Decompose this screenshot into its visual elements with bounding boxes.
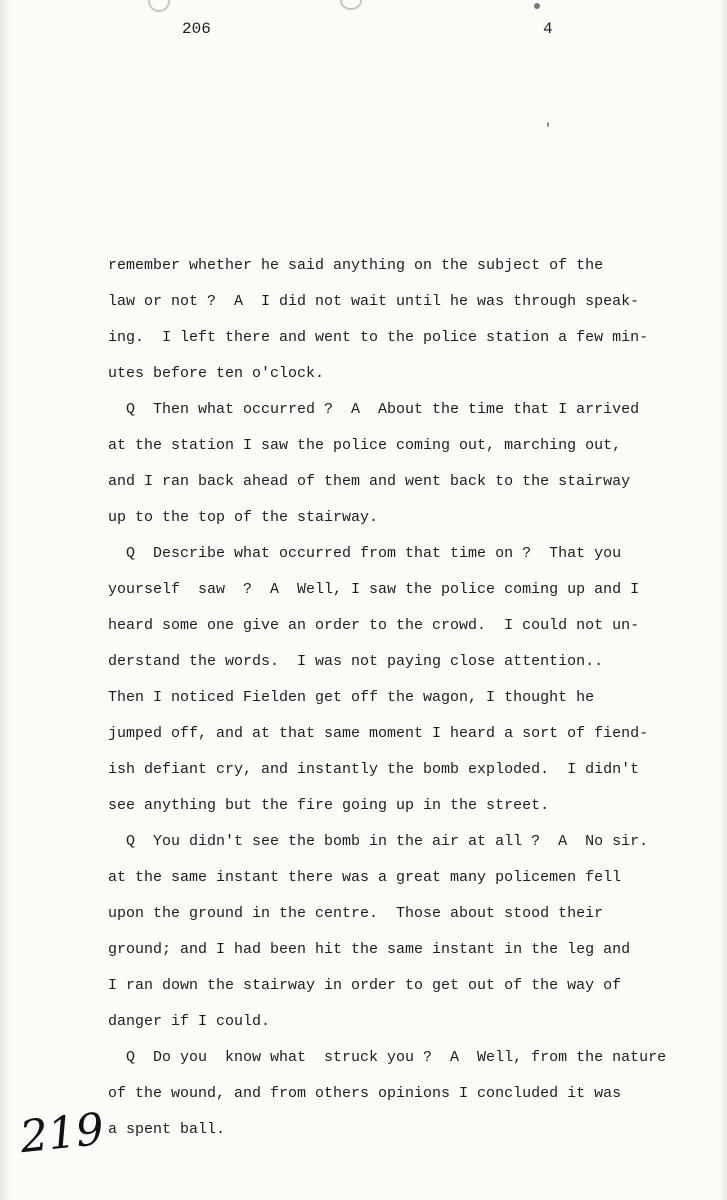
text-line: Q Describe what occurred from that time on ? That you <box>108 545 622 562</box>
text-line: upon the ground in the centre. Those about stood their <box>108 905 604 922</box>
text-line: jumped off, and at that same moment I heard a sort of fiend- <box>108 725 649 742</box>
text-line: law or not ? A I did not wait until he was through speak- <box>108 293 640 310</box>
text-line: danger if I could. <box>108 1013 271 1030</box>
testimony-text <box>108 252 688 1152</box>
text-line: a spent ball. <box>108 1121 226 1138</box>
binding-hole-mark <box>340 0 362 10</box>
sheet-number: 4 <box>543 20 553 38</box>
text-line: remember whether he said anything on the subject of the <box>108 257 604 274</box>
text-line: up to the top of the stairway. <box>108 509 379 526</box>
text-line: I ran down the stairway in order to get out of the way of <box>108 977 622 994</box>
text-line: Q You didn't see the bomb in the air at all ? A No sir. <box>108 833 649 850</box>
text-line: utes before ten o'clock. <box>108 365 325 382</box>
text-line: see anything but the fire going up in the street. <box>108 797 550 814</box>
handwritten-page-number: 219 <box>17 1103 107 1164</box>
text-line: heard some one give an order to the crowd. I could not un- <box>108 617 640 634</box>
text-line: Then I noticed Fielden get off the wagon, I thought he <box>108 689 595 706</box>
text-line: and I ran back ahead of them and went back to the stairway <box>108 473 631 490</box>
ink-speck <box>547 122 549 127</box>
text-line: at the station I saw the police coming out, marching out, <box>108 437 622 454</box>
text-line: derstand the words. I was not paying close attention.. <box>108 653 604 670</box>
text-line: ground; and I had been hit the same instant in the leg and <box>108 941 631 958</box>
text-line: Q Do you know what struck you ? A Well, from the nature <box>108 1049 667 1066</box>
text-line: ing. I left there and went to the police station a few min- <box>108 329 649 346</box>
text-line: Q Then what occurred ? A About the time that I arrived <box>108 401 640 418</box>
text-line: ish defiant cry, and instantly the bomb exploded. I didn't <box>108 761 640 778</box>
ink-speck <box>534 3 540 9</box>
binding-hole-mark <box>148 0 170 12</box>
text-line: at the same instant there was a great many policemen fell <box>108 869 622 886</box>
page-number: 206 <box>182 20 211 38</box>
text-line: of the wound, and from others opinions I concluded it was <box>108 1085 622 1102</box>
text-line: yourself saw ? A Well, I saw the police coming up and I <box>108 581 640 598</box>
